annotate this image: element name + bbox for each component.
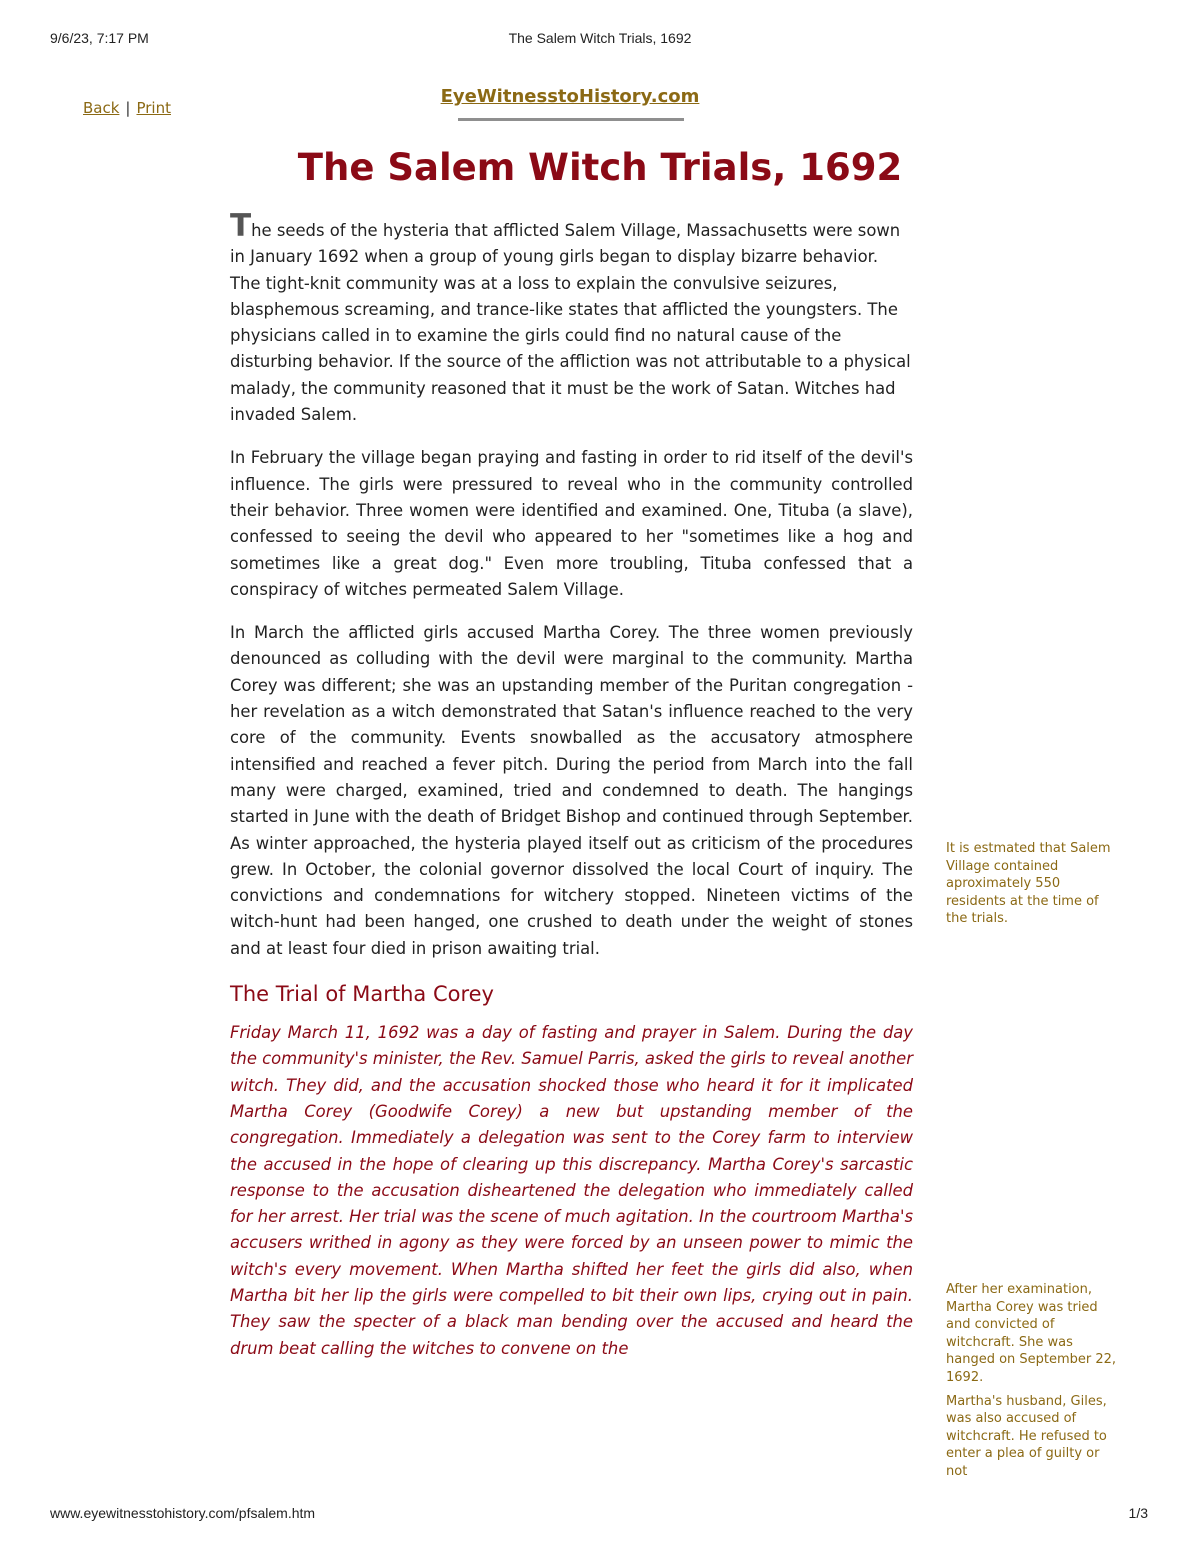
print-link[interactable]: Print bbox=[136, 99, 171, 117]
sidebar-note-2: After her examination, Martha Corey was tried and convicted of witchcraft. She was hanged on September 22, 1692. bbox=[946, 1282, 1117, 1385]
drop-cap: T bbox=[230, 208, 252, 244]
sidebar-note-residents bbox=[946, 840, 1118, 934]
page-title: The Salem Witch Trials, 1692 bbox=[297, 146, 903, 189]
paragraph-3: In March the afflicted girls accused Martha Corey. The three women previously denounced as colluding with the devil were marginal to the community. Martha Corey was different; she was an upstanding member of the Puritan congregation - her revelation as a witch demonstrated that Satan's influence reached to the very core of the community. Events snowballed as the accusatory atmosphere intensified and reached a fever pitch. During the period from March into the fall many were charged, examined, tried and condemned to death. The hangings started in June with the death of Bridget Bishop and continued through September. As winter approached, the hysteria played itself out as criticism of the procedures grew. In October, the colonial governor dissolved the local Court of inquiry. The convictions and condemnations for witchery stopped. Nineteen victims of the witch-hunt had been hanged, one crushed to death under the weight of stones and at least four died in prison awaiting trial. bbox=[230, 623, 913, 958]
site-divider bbox=[458, 118, 684, 121]
paragraph-1-text: he seeds of the hysteria that afflicted Salem Village, Massachusetts were sown in January 1692 when a group of young girls began to display bizarre behavior. The tight-knit community was at a loss to explain the convulsive seizures, blasphemous screaming, and trance-like states that afflicted the youngsters. The physicians called in to examine the girls could find no natural cause of the disturbing behavior. If the source of the affliction was not attributable to a physical malady, the community reasoned that it must be the work of Satan. Witches had invaded Salem. bbox=[230, 221, 911, 425]
print-title: The Salem Witch Trials, 1692 bbox=[508, 30, 692, 46]
paragraph-2: In February the village began praying and fasting in order to rid itself of the devil's influence. The girls were pressured to reveal who in the community controlled their behavior. Three women were identified and examined. One, Tituba (a slave), confessed to seeing the devil who appeared to her "sometimes like a hog and sometimes like a great dog." Even more troubling, Tituba confessed that a conspiracy of witches permeated Salem Village. bbox=[230, 448, 913, 599]
sidebar-note-3: Martha's husband, Giles, was also accused of witchcraft. He refused to enter a plea of guilty or not bbox=[946, 1393, 1107, 1479]
nav-separator: | bbox=[125, 99, 131, 117]
article-body bbox=[230, 208, 913, 1379]
back-link[interactable]: Back bbox=[83, 99, 120, 117]
sidebar-note-1: It is estmated that Salem Village contained aproximately 550 residents at the time of the trials. bbox=[946, 841, 1111, 927]
sidebar-notes-corey bbox=[946, 1281, 1118, 1487]
eyewitness-excerpt: Friday March 11, 1692 was a day of fasting and prayer in Salem. During the day the community's minister, the Rev. Samuel Parris, asked the girls to reveal another witch. They did, and the accusation shocked those who heard it for it implicated Martha Corey (Goodwife Corey) a new but upstanding member of the congregation. Immediately a delegation was sent to the Corey farm to interview the accused in the hope of clearing up this discrepancy. Martha Corey's sarcastic response to the accusation disheartened the delegation who immediately called for her arrest. Her trial was the scene of much agitation. In the courtroom Martha's accusers writhed in agony as they were forced by an unseen power to mimic the witch's every movement. When Martha shifted her feet the girls did also, when Martha bit her lip the girls were compelled to bit their own lips, crying out in pain. They saw the specter of a black man bending over the accused and heard the drum beat calling the witches to convene on the bbox=[230, 1023, 913, 1358]
paragraph-1 bbox=[230, 208, 913, 428]
page-url: www.eyewitnesstohistory.com/pfsalem.htm bbox=[50, 1505, 316, 1521]
site-home-link[interactable]: EyeWitnesstoHistory.com bbox=[440, 86, 700, 107]
page-number: 1/3 bbox=[1128, 1505, 1148, 1521]
print-date: 9/6/23, 7:17 PM bbox=[50, 30, 149, 46]
print-footer bbox=[0, 1505, 1200, 1525]
print-header bbox=[0, 30, 1200, 50]
section-heading: The Trial of Martha Corey bbox=[230, 982, 494, 1007]
